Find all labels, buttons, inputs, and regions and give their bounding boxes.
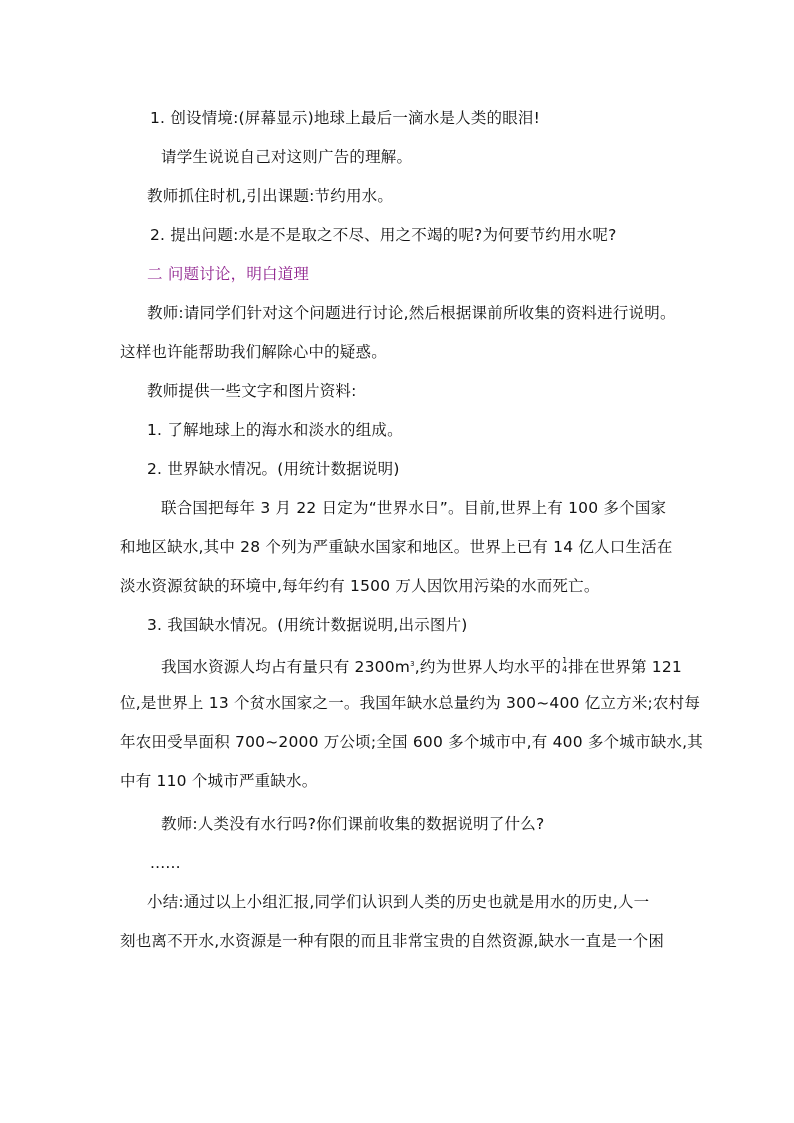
list-item-3: 3. 我国缺水情况。(用统计数据说明,出示图片) — [147, 616, 468, 634]
list-item-2: 2. 世界缺水情况。(用统计数据说明) — [147, 460, 400, 478]
world-para-line-2: 和地区缺水,其中 28 个列为严重缺水国家和地区。世界上已有 14 亿人口生活在 — [120, 538, 673, 556]
para-create-scenario: 1. 创设情境:(屏幕显示)地球上最后一滴水是人类的眼泪! — [150, 109, 541, 127]
para-teacher-question: 教师:人类没有水行吗?你们课前收集的数据说明了什么? — [161, 815, 545, 833]
china-para-line-1 — [161, 654, 682, 677]
fraction-one-quarter — [561, 656, 568, 675]
list-item-1: 1. 了解地球上的海水和淡水的组成。 — [147, 421, 403, 439]
cubic-superscript: 3 — [410, 660, 415, 668]
para-teacher-discuss-cont: 这样也许能帮助我们解除心中的疑惑。 — [120, 343, 387, 361]
para-student-discuss: 请学生说说自己对这则广告的理解。 — [161, 148, 413, 166]
china-para-line-2: 位,是世界上 13 个贫水国家之一。我国年缺水总量约为 300~400 亿立方米;农村每 — [120, 694, 701, 712]
world-para-line-1: 联合国把每年 3 月 22 日定为“世界水日”。目前,世界上有 100 多个国家 — [161, 499, 667, 517]
fraction-denominator: 4 — [562, 665, 568, 675]
world-para-line-3: 淡水资源贫缺的环境中,每年约有 1500 万人因饮用污染的水而死亡。 — [120, 577, 600, 595]
china-para-line-3: 年农田受旱面积 700~2000 万公顷;全国 600 多个城市中,有 400 多个城市缺水,其 — [120, 733, 703, 751]
ellipsis: ...... — [150, 854, 181, 872]
summary-line-1: 小结:通过以上小组汇报,同学们认识到人类的历史也就是用水的历史,人一 — [147, 893, 650, 911]
china-text-c: 排在世界第 121 — [568, 658, 682, 677]
fraction-numerator: 1 — [562, 656, 568, 666]
para-ask-question: 2. 提出问题:水是不是取之不尽、用之不竭的呢?为何要节约用水呢? — [150, 226, 617, 244]
para-teacher-discuss: 教师:请同学们针对这个问题进行讨论,然后根据课前所收集的资料进行说明。 — [147, 304, 676, 322]
china-text-b: ,约为世界人均水平的 — [414, 658, 562, 677]
summary-line-2: 刻也离不开水,水资源是一种有限的而且非常宝贵的自然资源,缺水一直是一个困 — [120, 932, 665, 950]
china-para-line-4: 中有 110 个城市严重缺水。 — [120, 772, 318, 790]
china-text-a: 我国水资源人均占有量只有 2300m — [161, 658, 411, 677]
section-heading: 二 问题讨论，明白道理 — [147, 265, 310, 283]
para-teacher-topic: 教师抓住时机,引出课题:节约用水。 — [147, 187, 394, 205]
para-teacher-materials: 教师提供一些文字和图片资料: — [147, 382, 357, 400]
